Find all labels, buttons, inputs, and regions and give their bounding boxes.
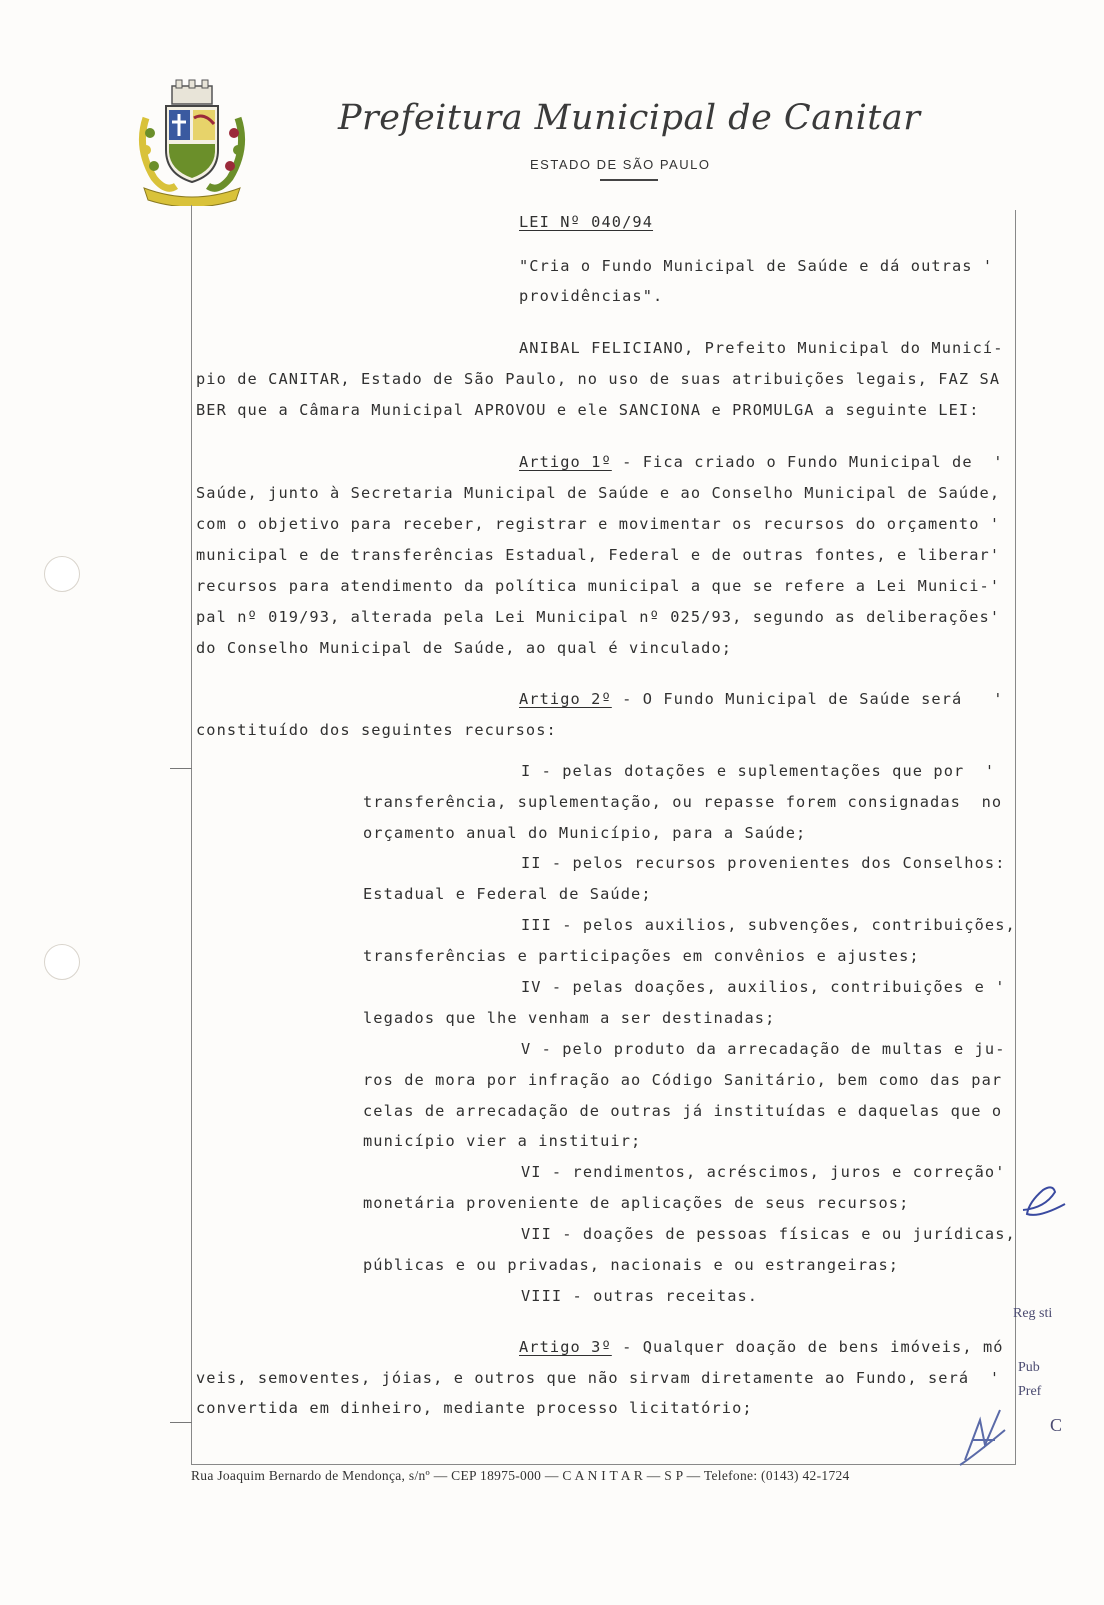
article-2-line: constituído dos seguintes recursos: bbox=[196, 721, 557, 739]
article-1-line: do Conselho Municipal de Saúde, ao qual é vinculado; bbox=[196, 639, 733, 657]
article-2-item-line: públicas e ou privadas, nacionais e ou estrangeiras; bbox=[363, 1256, 900, 1274]
article-2-item-line: transferências e participações em convênios e ajustes; bbox=[363, 947, 920, 965]
article-2-item-line: V - pelo produto da arrecadação de multas e ju- bbox=[521, 1040, 1006, 1058]
article-2-item-line: VIII - outras receitas. bbox=[521, 1287, 759, 1305]
letterhead-footer: Rua Joaquim Bernardo de Mendonça, s/nº — CEP 18975-000 — C A N I T A R — S P — Telefone: (0143) 42-1724 bbox=[191, 1468, 850, 1483]
margin-rule-left bbox=[191, 205, 192, 1465]
article-2-item-line: ros de mora por infração ao Código Sanitário, bem como das par bbox=[363, 1071, 1003, 1089]
article-2-text: - O Fundo Municipal de Saúde será ' bbox=[611, 690, 1004, 708]
article-2-item-line: VI - rendimentos, acréscimos, juros e correção' bbox=[521, 1163, 1006, 1181]
article-3-first-line bbox=[519, 1337, 1004, 1357]
article-2-item-line: IV - pelas doações, auxilios, contribuições e ' bbox=[521, 978, 1006, 996]
article-2-heading: Artigo 2º bbox=[519, 690, 612, 708]
article-1-line: pal nº 019/93, alterada pela Lei Municipal nº 025/93, segundo as deliberações' bbox=[196, 608, 1001, 626]
margin-note: Pref bbox=[1018, 1384, 1042, 1399]
article-1-line: com o objetivo para receber, registrar e movimentar os recursos do orçamento ' bbox=[196, 515, 1001, 533]
preamble-line: BER que a Câmara Municipal APROVOU e ele SANCIONA e PROMULGA a seguinte LEI: bbox=[196, 401, 980, 419]
law-summary-line: providências". bbox=[519, 287, 664, 305]
subtitle-rule bbox=[600, 179, 658, 181]
margin-rule-right bbox=[1015, 210, 1016, 1465]
article-1-first-line bbox=[519, 452, 1004, 472]
punch-hole-top bbox=[44, 556, 80, 592]
article-2-item-line: III - pelos auxilios, subvenções, contribuições, bbox=[521, 916, 1016, 934]
letterhead-title: Prefeitura Municipal de Canitar bbox=[338, 98, 921, 138]
signature-icon bbox=[955, 1400, 1015, 1470]
article-1-line: recursos para atendimento da política municipal a que se refere a Lei Munici-' bbox=[196, 577, 1001, 595]
article-2-item-line: VII - doações de pessoas físicas e ou jurídicas, bbox=[521, 1225, 1016, 1243]
article-2-item-line: celas de arrecadação de outras já instituídas e daquelas que o bbox=[363, 1102, 1003, 1120]
article-2-item-line: I - pelas dotações e suplementações que por ' bbox=[521, 762, 996, 780]
article-3-text: - Qualquer doação de bens imóveis, mó bbox=[611, 1338, 1004, 1356]
preamble-line: pio de CANITAR, Estado de São Paulo, no uso de suas atribuições legais, FAZ SA bbox=[196, 370, 1001, 388]
article-3-line: convertida em dinheiro, mediante processo licitatório; bbox=[196, 1399, 753, 1417]
article-1-line: municipal e de transferências Estadual, Federal e de outras fontes, e liberar' bbox=[196, 546, 1001, 564]
law-summary-line: "Cria o Fundo Municipal de Saúde e dá outras ' bbox=[519, 257, 994, 275]
article-2-item-line: município vier a instituir; bbox=[363, 1132, 642, 1150]
letterhead-subtitle: ESTADO DE SÃO PAULO bbox=[530, 157, 711, 172]
margin-note: Pub bbox=[1018, 1360, 1040, 1375]
article-1-text: - Fica criado o Fundo Municipal de ' bbox=[611, 453, 1004, 471]
article-1-line: Saúde, junto à Secretaria Municipal de Saúde e ao Conselho Municipal de Saúde, bbox=[196, 484, 1001, 502]
municipal-crest-icon bbox=[136, 78, 248, 206]
article-3-line: veis, semoventes, jóias, e outros que não sirvam diretamente ao Fundo, será ' bbox=[196, 1369, 1001, 1387]
article-2-item-line: monetária proveniente de aplicações de seus recursos; bbox=[363, 1194, 910, 1212]
margin-tick bbox=[170, 1422, 192, 1423]
law-number: LEI Nº 040/94 bbox=[519, 213, 654, 231]
article-2-item-line: transferência, suplementação, ou repasse forem consignadas no bbox=[363, 793, 1003, 811]
article-2-first-line bbox=[519, 689, 1004, 709]
article-2-item-line: orçamento anual do Município, para a Saúde; bbox=[363, 824, 807, 842]
margin-tick bbox=[170, 768, 192, 769]
handwritten-mark-icon bbox=[1015, 1180, 1075, 1220]
article-1-heading: Artigo 1º bbox=[519, 453, 612, 471]
preamble-line: ANIBAL FELICIANO, Prefeito Municipal do Municí- bbox=[519, 339, 1004, 357]
article-2-item-line: Estadual e Federal de Saúde; bbox=[363, 885, 652, 903]
article-2-item-line: II - pelos recursos provenientes dos Conselhos: bbox=[521, 854, 1006, 872]
margin-note: Reg sti bbox=[1013, 1306, 1053, 1321]
article-3-heading: Artigo 3º bbox=[519, 1338, 612, 1356]
margin-rule-bottom bbox=[191, 1464, 1016, 1465]
punch-hole-bottom bbox=[44, 944, 80, 980]
margin-note: C bbox=[1050, 1415, 1063, 1435]
article-2-item-line: legados que lhe venham a ser destinadas; bbox=[363, 1009, 776, 1027]
